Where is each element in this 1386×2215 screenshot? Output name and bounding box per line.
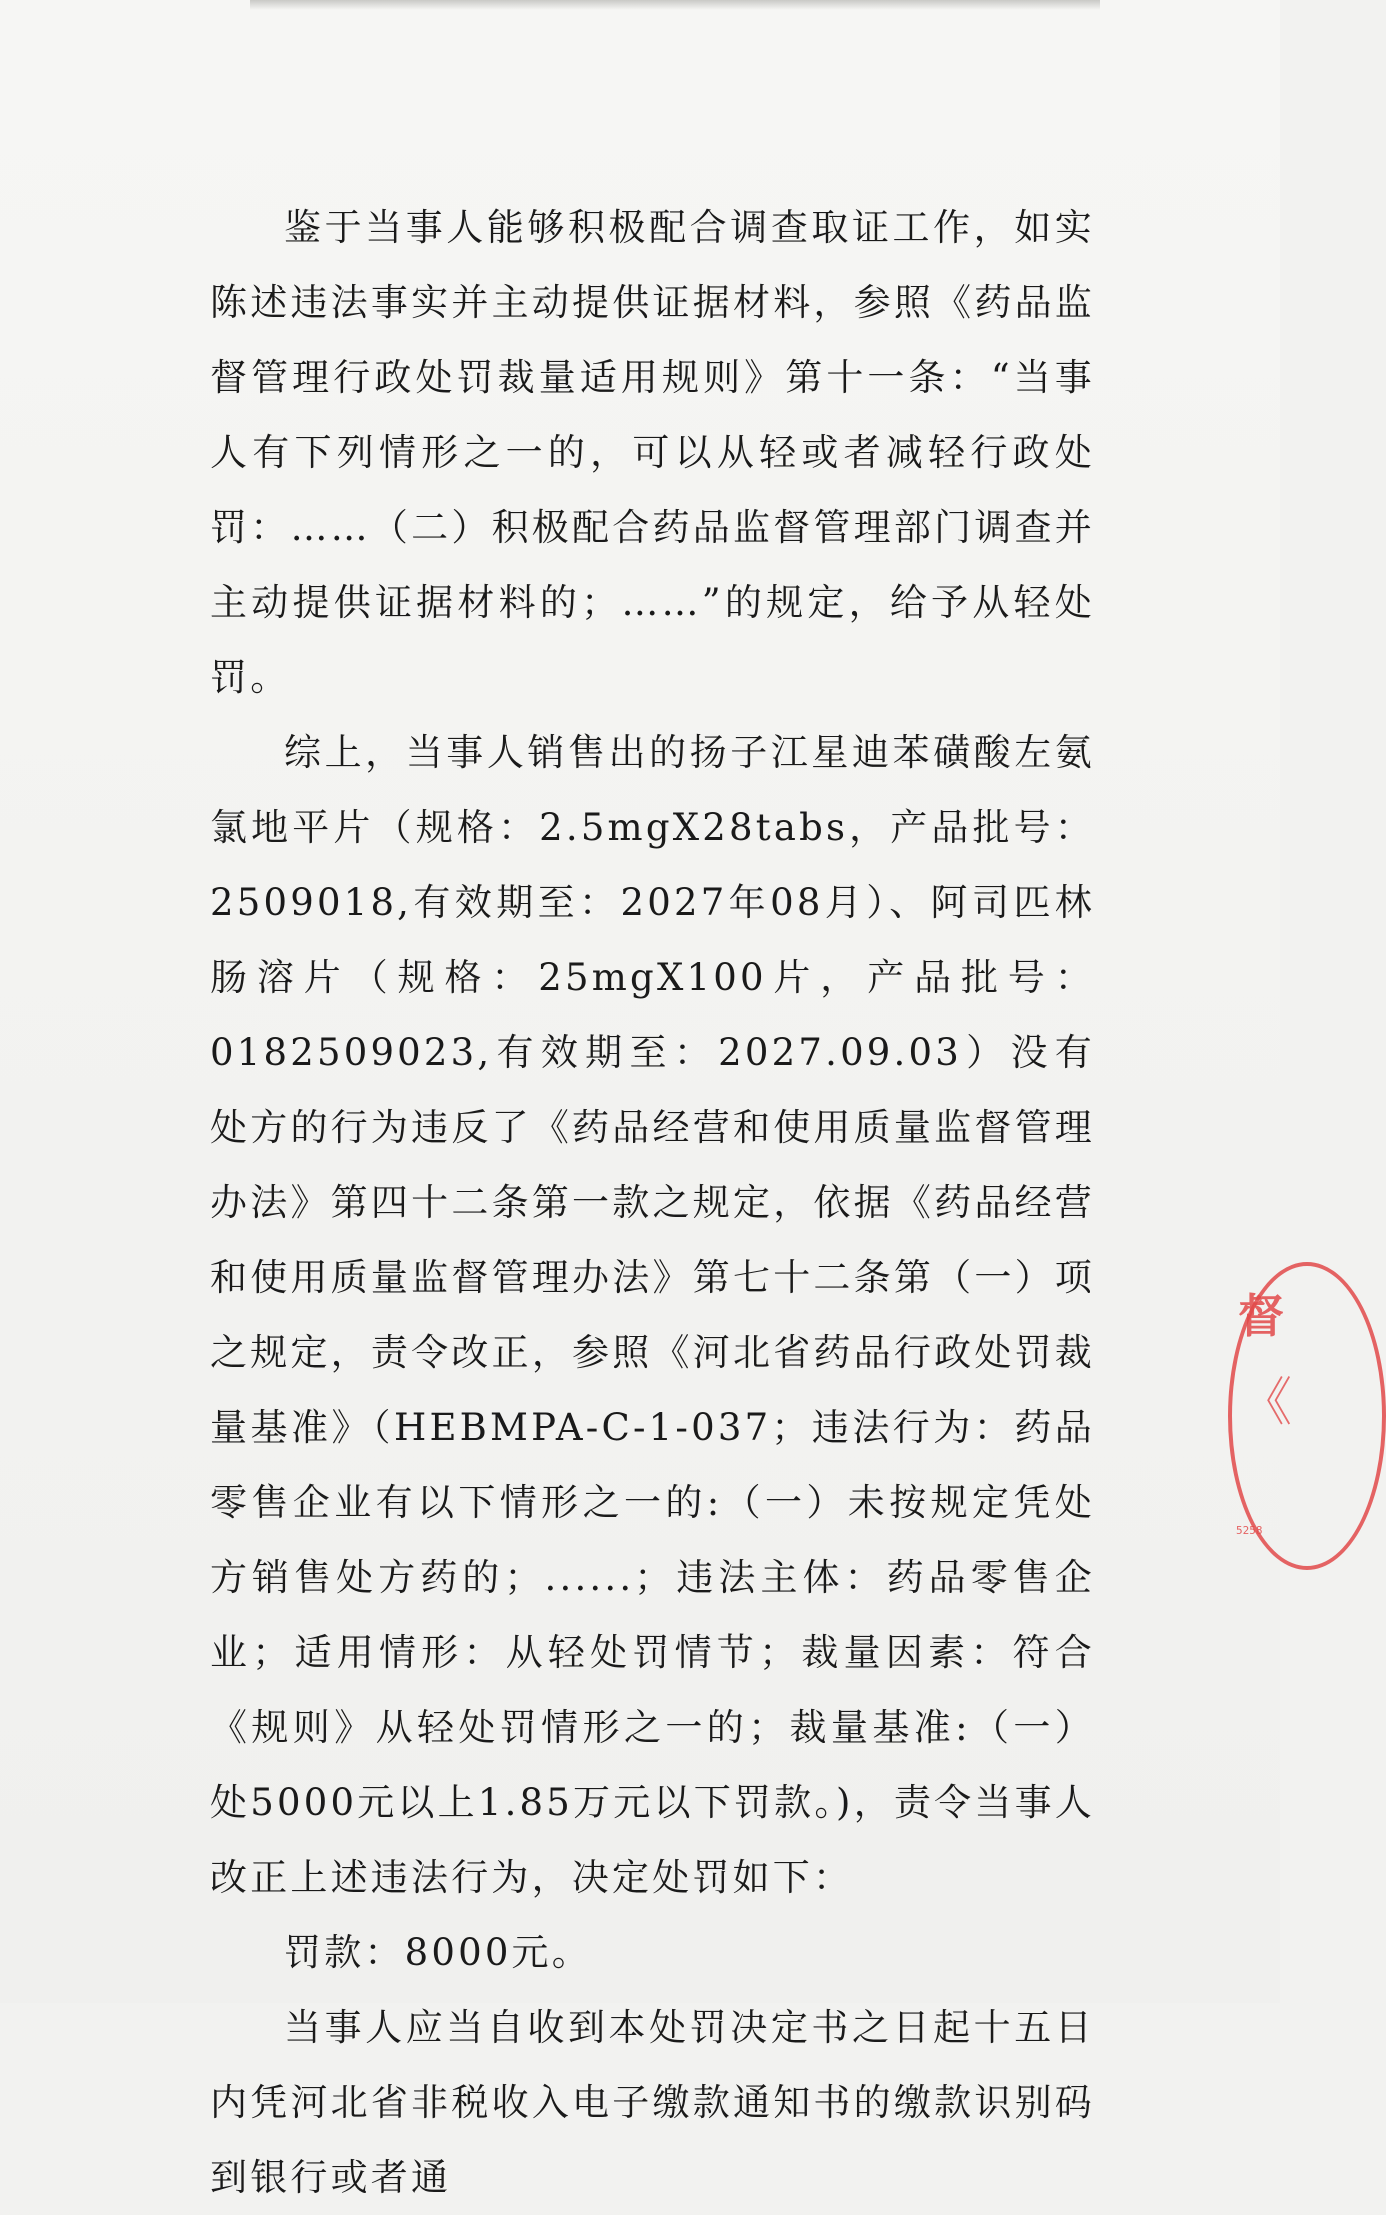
seal-character: 督 <box>1238 1289 1284 1343</box>
seal-number: 5258 <box>1236 1524 1263 1537</box>
paragraph-fine: 罚款：8000元。 <box>284 1931 592 1974</box>
document-body <box>210 190 1095 2215</box>
paragraph-mitigation: 鉴于当事人能够积极配合调查取证工作，如实陈述违法事实并主动提供证据材料，参照《药品监督管理行政处罚裁量适用规则》第十一条：“当事人有下列情形之一的，可以从轻或者减轻行政处罚：……（二）积极配合药品监督管理部门调查并主动提供证据材料的；……”的规定，给予从轻处罚。 <box>210 206 1095 699</box>
paragraph-payment: 当事人应当自收到本处罚决定书之日起十五日内凭河北省非税收入电子缴款通知书的缴款识别码到银行或者通 <box>210 2006 1095 2199</box>
paragraph-conclusion: 综上，当事人销售出的扬子江星迪苯磺酸左氨氯地平片（规格：2.5mgX28tabs，产品批号：2509018,有效期至：2027年08月）、阿司匹林肠溶片（规格：25mgX100片，产品批号：0182509023,有效期至：2027.09.03）没有处方的行为违反了《药品经营和使用质量监督管理办法》第四十二条第一款之规定，依据《药品经营和使用质量监督管理办法》第七十二条第（一）项之规定，责令改正，参照《河北省药品行政处罚裁量基准》（HEBMPA-C-1-037；违法行为：药品零售企业有以下情形之一的:（一）未按规定凭处方销售处方药的；......；违法主体：药品零售企业；适用情形：从轻处罚情节；裁量因素：符合《规则》从轻处罚情形之一的；裁量基准:（一）处5000元以上1.85万元以下罚款。)，责令当事人改正上述违法行为，决定处罚如下： <box>210 731 1095 1899</box>
page-top-edge <box>250 0 1100 10</box>
seal-mark: 《 <box>1240 1373 1293 1433</box>
